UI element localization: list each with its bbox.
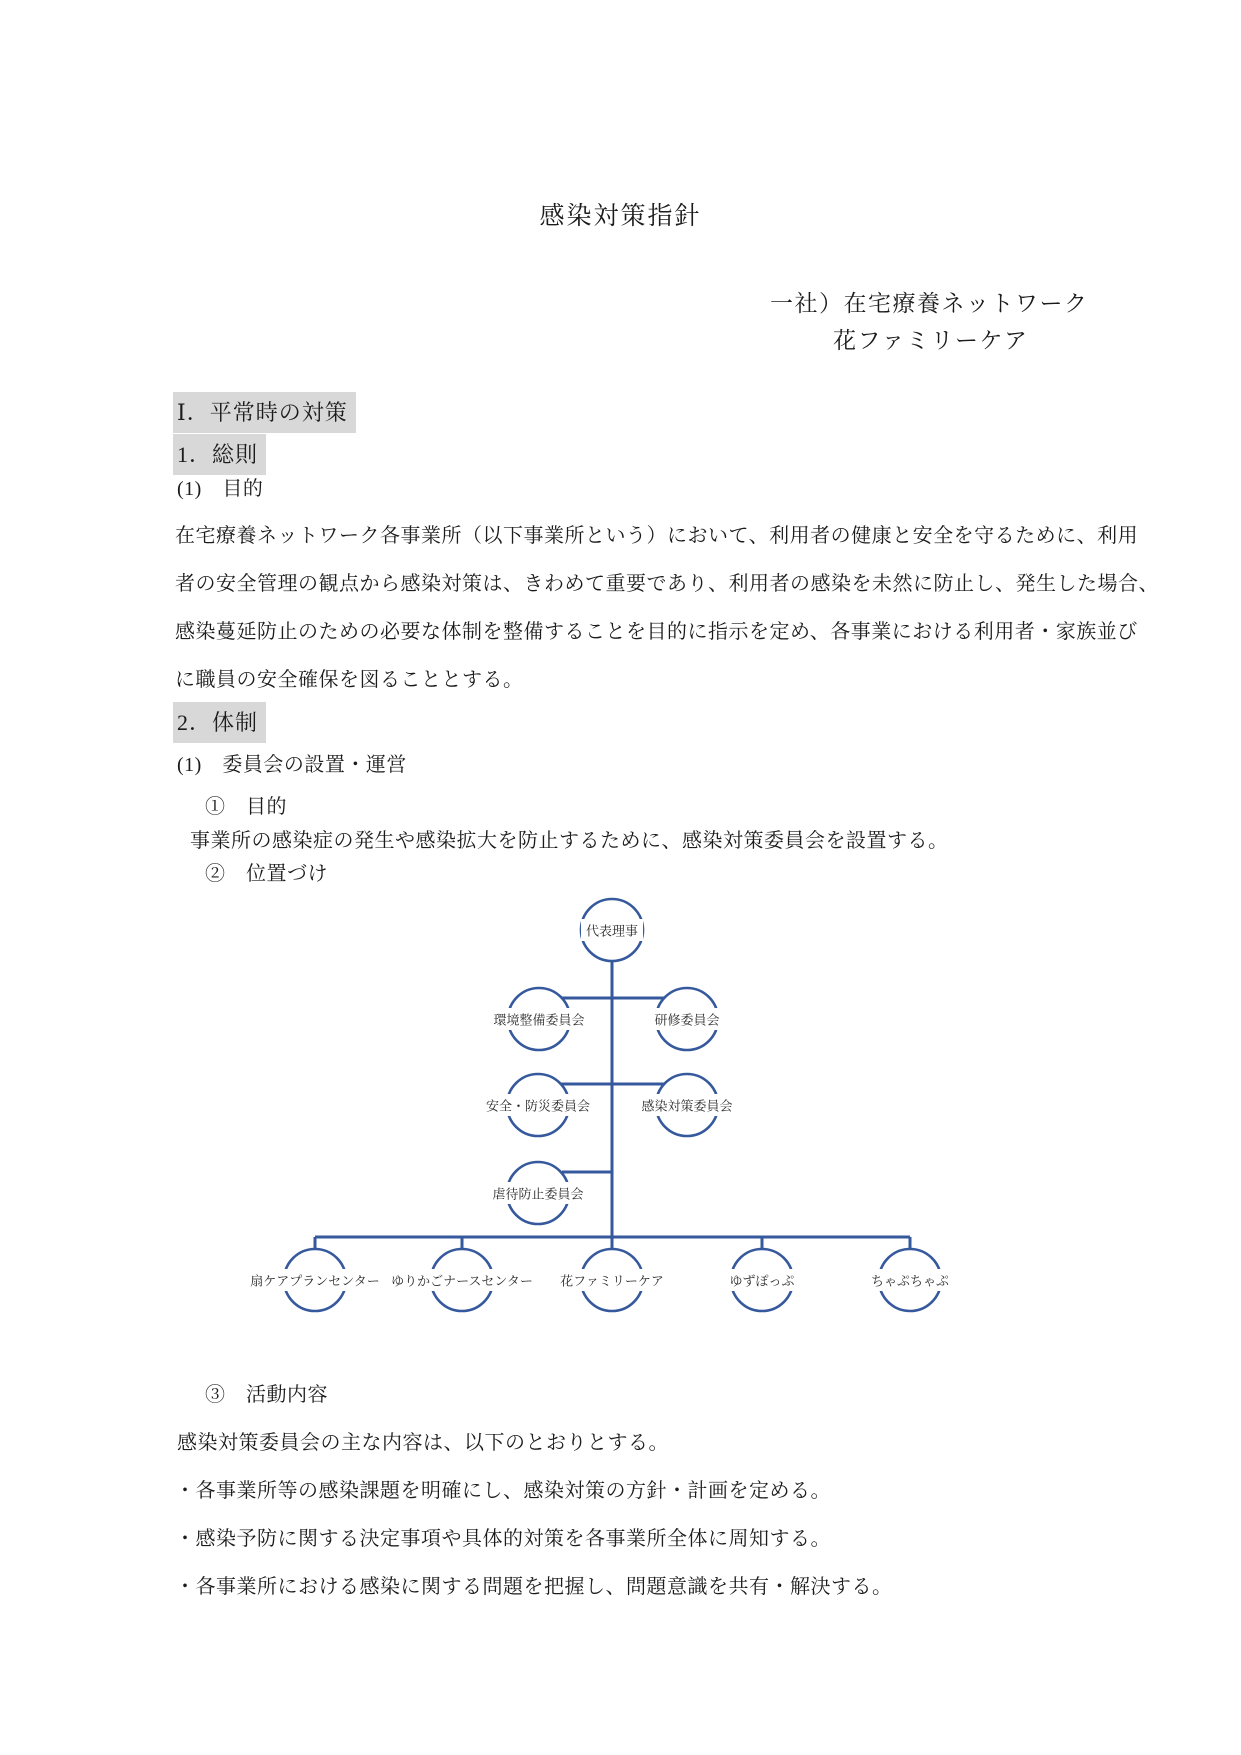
paragraph-line: に職員の安全確保を図ることとする。: [175, 669, 524, 691]
node-label: 代表理事: [585, 923, 639, 939]
subitem-1-purpose-text: 事業所の感染症の発生や感染拡大を防止するために、感染対策委員会を設置する。: [190, 830, 949, 852]
paragraph-line: 感染蔓延防止のための必要な体制を整備することを目的に指示を定め、各事業における利用者・家族並び: [175, 621, 1138, 643]
paragraph-line: 在宅療養ネットワーク各事業所（以下事業所という）において、利用者の健康と安全を守るために、利用: [175, 525, 1139, 547]
heading-highlight: 1．総則: [173, 434, 266, 475]
node-label: ゆずぽっぷ: [729, 1273, 795, 1289]
org-node-daihyo-riji: [581, 899, 643, 961]
node-label: 感染対策委員会: [641, 1098, 733, 1114]
node-label: 虐待防止委員会: [492, 1186, 584, 1202]
org-name-line2: 花ファミリーケア: [833, 328, 1029, 353]
node-label: 扇ケアプランセンター: [250, 1273, 380, 1289]
paragraph-line: 者の安全管理の観点から感染対策は、きわめて重要であり、利用者の感染を未然に防止し、発生した場合、: [175, 573, 1159, 595]
purpose-label: (1) 目的: [177, 478, 264, 500]
org-node-yuzu-poppu: [724, 1249, 799, 1311]
node-label: 環境整備委員会: [493, 1012, 585, 1028]
node-label: ゆりかごナースセンター: [391, 1273, 533, 1289]
subitem-1-purpose-label: ① 目的: [205, 796, 287, 818]
org-node-ogi-care-plan-center: [245, 1249, 384, 1311]
activity-bullet: ・各事業所等の感染課題を明確にし、感染対策の方針・計画を定める。: [175, 1480, 831, 1502]
node-label: 研修委員会: [654, 1012, 720, 1028]
subitem-3-activities-label: ③ 活動内容: [205, 1384, 328, 1406]
activity-bullet: ・各事業所における感染に関する問題を把握し、問題意識を共有・解決する。: [175, 1576, 893, 1598]
activity-bullet: ・感染予防に関する決定事項や具体的対策を各事業所全体に周知する。: [175, 1528, 831, 1550]
heading-highlight: Ⅰ．平常時の対策: [173, 392, 356, 433]
subitem-2-positioning-label: ② 位置づけ: [205, 863, 328, 885]
committee-setup-label: (1) 委員会の設置・運営: [177, 754, 407, 776]
activities-intro: 感染対策委員会の主な内容は、以下のとおりとする。: [177, 1432, 669, 1454]
node-label: 安全・防災委員会: [485, 1098, 591, 1114]
org-node-hana-family-care: [555, 1249, 669, 1311]
org-name-line1: 一社）在宅療養ネットワーク: [770, 291, 1089, 316]
heading-highlight: 2．体制: [173, 702, 266, 743]
node-label: 花ファミリーケア: [560, 1273, 664, 1289]
org-node-yurikago-nurse-center: [386, 1249, 538, 1311]
doc-title: 感染対策指針: [539, 203, 702, 230]
node-label: ちゃぷちゃぷ: [870, 1273, 950, 1289]
org-node-chapu-chapu: [866, 1249, 954, 1311]
